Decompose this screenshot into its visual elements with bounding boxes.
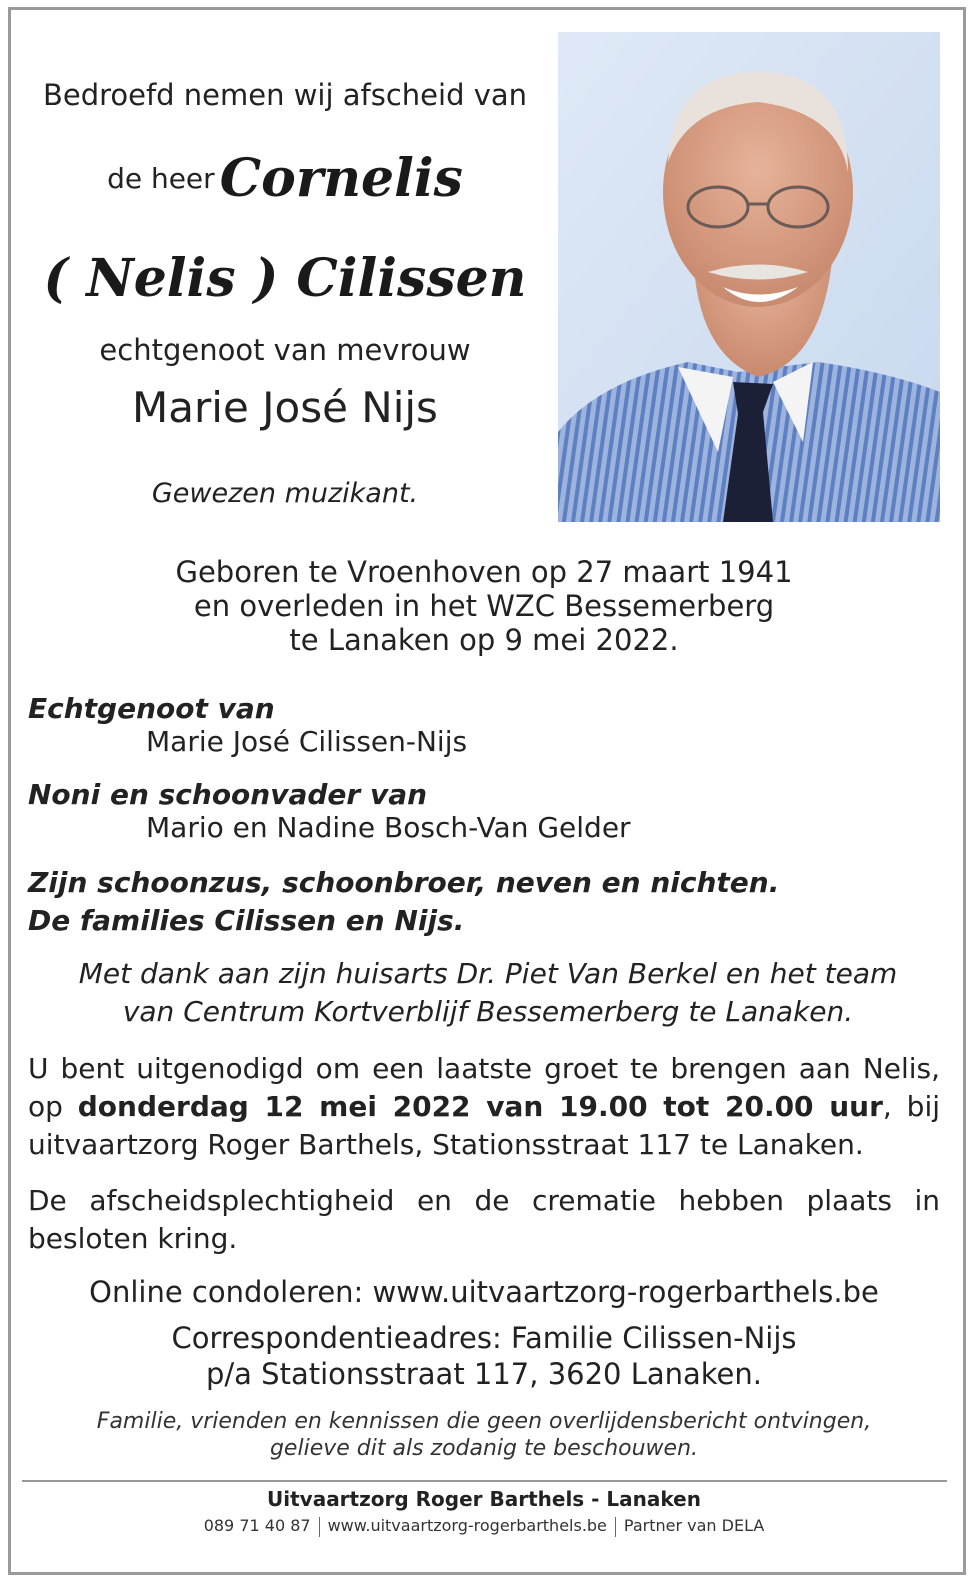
relation-block: [28, 778, 948, 844]
thanks-line-1: Met dank aan zijn huisarts Dr. Piet Van Berkel en het team: [78, 957, 898, 990]
spouse-name: Marie José Nijs: [132, 383, 438, 432]
footer-company: Uitvaartzorg Roger Barthels - Lanaken: [267, 1487, 701, 1511]
birth-line-1: Geboren te Vroenhoven op 27 maart 1941: [175, 555, 793, 589]
footer-divider: [22, 1480, 947, 1482]
thanks-line-2: van Centrum Kortverblijf Bessemerberg te Lanaken.: [122, 995, 854, 1028]
birth-line-2: en overleden in het WZC Bessemerberg: [193, 589, 775, 623]
footer-partner: Partner van DELA: [623, 1516, 765, 1535]
footer-separator: [615, 1517, 616, 1537]
online-condolence: Online condoleren: www.uitvaartzorg-rogerbarthels.be: [89, 1275, 879, 1309]
notice-line-1: Familie, vrienden en kennissen die geen overlijdensbericht ontvingen,: [96, 1409, 872, 1434]
family-line-1: Zijn schoonzus, schoonbroer, neven en nichten.: [28, 866, 780, 899]
birth-line-3: te Lanaken op 9 mei 2022.: [289, 623, 679, 657]
relation-heading: Noni en schoonvader van: [28, 778, 428, 811]
family-block: [28, 864, 948, 940]
name-line-2: [20, 248, 550, 309]
spouse-label: echtgenoot van mevrouw: [99, 333, 471, 367]
relation-names: Marie José Cilissen-Nijs: [146, 725, 468, 758]
ceremony-text: De afscheidsplechtigheid en de crematie hebben plaats in besloten kring.: [28, 1184, 940, 1255]
invite-date-time: donderdag 12 mei 2022 van 19.00 tot 20.00 uur: [77, 1090, 883, 1123]
relation-names: Mario en Nadine Bosch-Van Gelder: [146, 811, 631, 844]
correspondence-line-2: p/a Stationsstraat 117, 3620 Lanaken.: [206, 1357, 762, 1391]
footer-phone: 089 71 40 87: [203, 1516, 311, 1535]
family-line-2: De families Cilissen en Nijs.: [28, 904, 465, 937]
invitation-text: [28, 1050, 940, 1164]
profession: Gewezen muzikant.: [151, 478, 419, 509]
correspondence-line-1: Correspondentieadres: Familie Cilissen-Nijs: [171, 1321, 797, 1355]
name-prefix: de heer: [107, 162, 215, 195]
intro-text: Bedroefd nemen wij afscheid van: [42, 78, 528, 112]
correspondence-address: [0, 1320, 968, 1392]
footer-contact: [0, 1516, 968, 1537]
portrait-photo: [558, 32, 940, 522]
invite-part-2: , bij uitvaartzorg Roger Barthels, Stationsstraat 117 te Lanaken.: [28, 1090, 941, 1161]
footer-separator: [319, 1517, 320, 1537]
relation-block: [28, 692, 948, 758]
notice-text: [20, 1408, 948, 1462]
nickname-surname: ( Nelis ) Cilissen: [43, 248, 527, 309]
notice-line-2: gelieve dit als zodanig te beschouwen.: [269, 1436, 699, 1461]
footer-website: www.uitvaartzorg-rogerbarthels.be: [327, 1516, 607, 1535]
name-line-1: [20, 148, 550, 209]
birth-death-info: [0, 555, 968, 657]
relation-heading: Echtgenoot van: [28, 692, 275, 725]
thanks-text: [28, 955, 948, 1031]
first-name: Cornelis: [219, 148, 463, 209]
invite-part-1: U bent uitgenodigd om een laatste groet te brengen aan Nelis, op: [28, 1052, 940, 1123]
portrait-image: [558, 32, 940, 522]
